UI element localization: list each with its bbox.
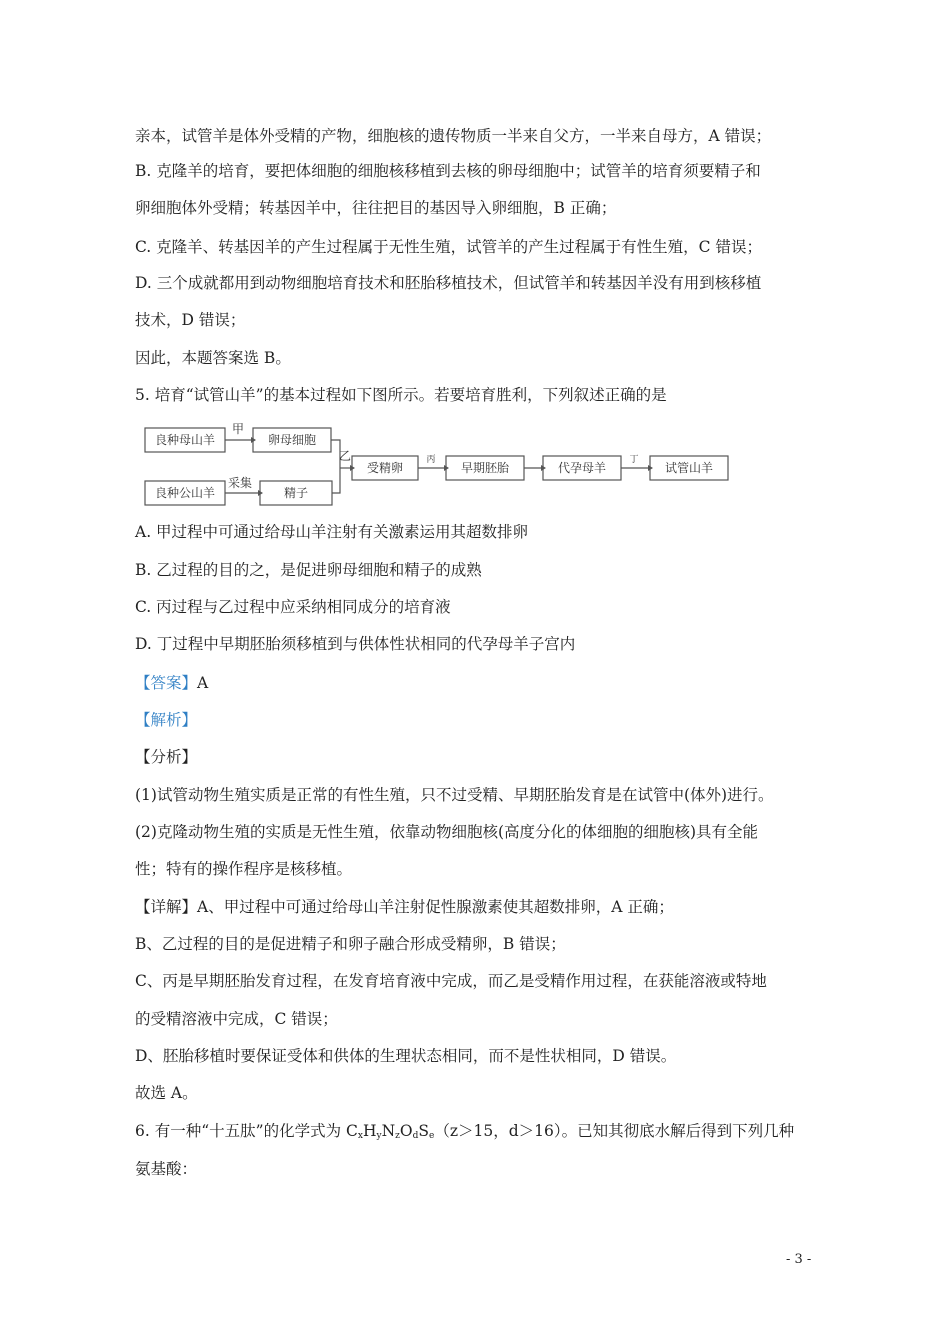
question-6: 6. 有一种“十五肽”的化学式为 $C_xH_yN_zO_dS_e(z>15$，d＞16）。已知其彻底水解后得到下列几种 [135, 1122, 795, 1141]
label-early-embryo: 早期胚胎 [460, 461, 510, 475]
answer-line [135, 673, 208, 693]
question-5: 5. 培育“试管山羊”的基本过程如下图所示。若要培育胜利，下列叙述正确的是 [135, 386, 667, 404]
text-line: B. 克隆羊的培育，要把体细胞的细胞核移植到去核的卵母细胞中；试管羊的培育须要精子和 [135, 162, 761, 180]
label-jia: 甲 [231, 422, 245, 436]
text-line: 的受精溶液中完成，C 错误； [135, 1010, 338, 1028]
label-surrogate: 代孕母羊 [557, 461, 607, 475]
text-line: 因此，本题答案选 B。 [135, 349, 291, 367]
option-b: B. 乙过程的目的之，是促进卵母细胞和精子的成熟 [135, 561, 482, 579]
text-line: 氨基酸： [135, 1160, 198, 1178]
text-line: B、乙过程的目的是促进精子和卵子融合形成受精卵，B 错误； [135, 935, 566, 953]
answer-value: A [197, 674, 209, 692]
option-a: A. 甲过程中可通过给母山羊注射有关激素运用其超数排卵 [135, 523, 529, 541]
text-line: 卵细胞体外受精；转基因羊中，往往把目的基因导入卵细胞，B 正确； [135, 199, 617, 217]
text-line: D、胚胎移植时要保证受体和供体的生理状态相同，而不是性状相同，D 错误。 [135, 1047, 677, 1065]
text-line: 性；特有的操作程序是核移植。 [135, 860, 353, 878]
label-tube-goat: 试管山羊 [664, 461, 714, 475]
label-female-goat: 良种母山羊 [154, 433, 216, 447]
page-number: - 3 - [786, 1252, 812, 1267]
text-line: 故选 A。 [135, 1084, 198, 1102]
fenxi-tag: 【分析】 [135, 748, 198, 766]
text-line: C. 克隆羊、转基因羊的产生过程属于无性生殖，试管羊的产生过程属于有性生殖，C 错误； [135, 238, 762, 256]
text-line: 技术，D 错误； [135, 311, 246, 329]
label-ding: 丁 [629, 455, 639, 465]
label-oocyte: 卵母细胞 [267, 433, 317, 447]
label-bing: 丙 [426, 455, 436, 465]
text-line: 亲本，试管羊是体外受精的产物，细胞核的遗传物质一半来自父方，一半来自母方，A 错误； [135, 127, 772, 145]
option-c: C. 丙过程与乙过程中应采纳相同成分的培育液 [135, 598, 451, 616]
answer-tag: 【答案】 [135, 674, 198, 692]
detail-line: 【详解】A、甲过程中可通过给母山羊注射促性腺激素使其超数排卵，A 正确； [135, 898, 674, 916]
label-collect: 采集 [227, 476, 253, 490]
label-zygote: 受精卵 [366, 461, 404, 475]
text-line: (1)试管动物生殖实质是正常的有性生殖，只不过受精、早期胚胎发育是在试管中(体外)进行。 [135, 786, 774, 804]
text-line: (2)克隆动物生殖的实质是无性生殖，依靠动物细胞核(高度分化的体细胞的细胞核)具有全能 [135, 823, 759, 841]
option-d: D. 丁过程中早期胚胎须移植到与供体性状相同的代孕母羊子宫内 [135, 635, 576, 653]
detail-tag: 【详解】 [135, 898, 198, 916]
label-yi: 乙 [338, 449, 352, 463]
label-sperm: 精子 [283, 486, 309, 500]
text-line: D. 三个成就都用到动物细胞培育技术和胚胎移植技术，但试管羊和转基因羊没有用到核移植 [135, 274, 762, 292]
text-line: C、丙是早期胚胎发育过程，在发育培育液中完成，而乙是受精作用过程，在获能溶液或特地 [135, 972, 767, 990]
label-male-goat: 良种公山羊 [154, 486, 216, 500]
goat-process-diagram [130, 418, 730, 510]
analysis-tag: 【解析】 [135, 711, 198, 729]
